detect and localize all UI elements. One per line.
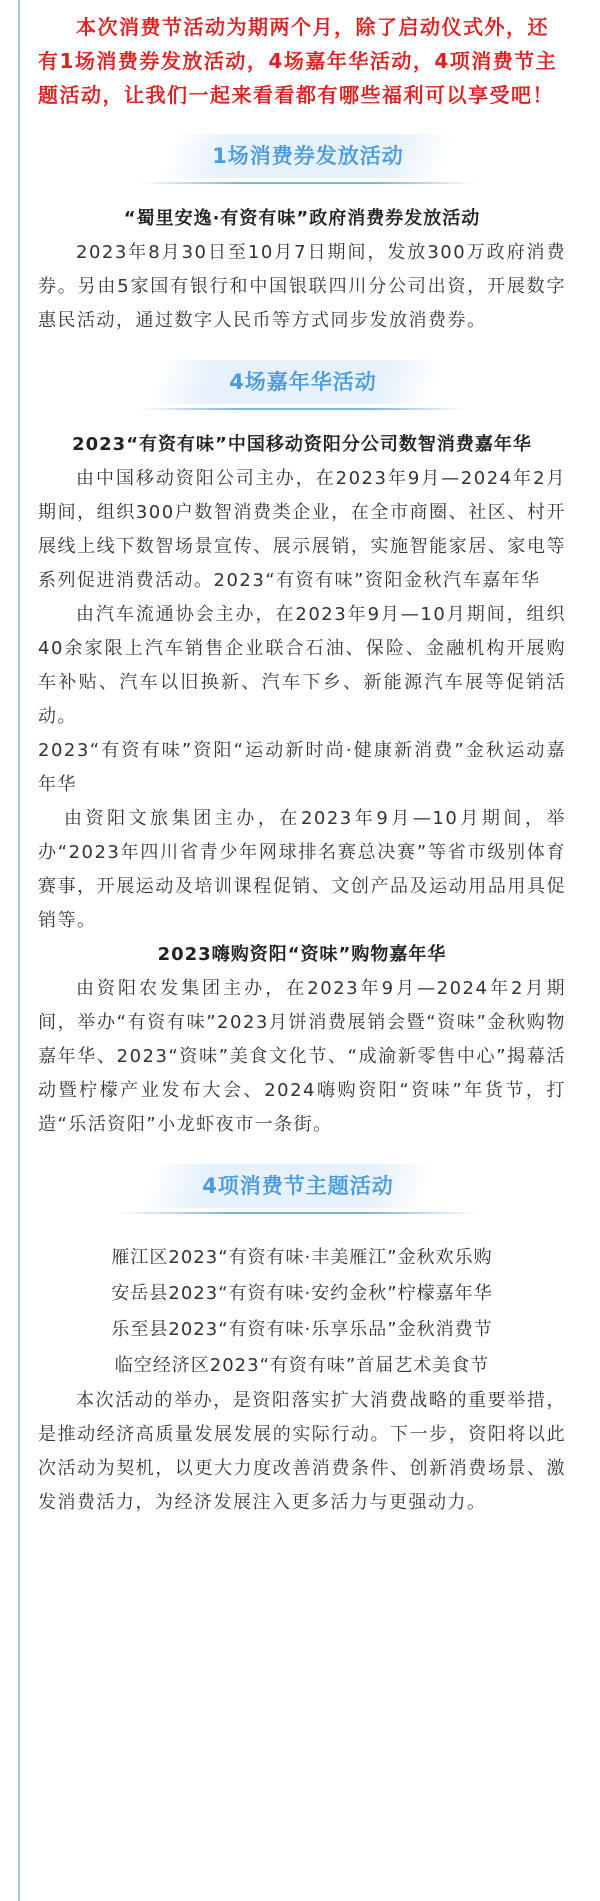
activity-title: “蜀里安逸·有资有味”政府消费券发放活动 bbox=[123, 208, 481, 229]
theme-activity-item: 乐至县2023“有资有味·乐享乐品”金秋消费节 bbox=[111, 1319, 493, 1340]
activity-description: 由资阳文旅集团主办，在2023年9月—10月期间，举办“2023年四川省青少年网球排名赛总决赛”等省市级别体育赛事，开展运动及培训课程促销、文创产品及运动用品用具促销等。 bbox=[38, 808, 566, 931]
section-heading-text: 1场消费券发放活动 bbox=[212, 144, 404, 168]
activity-title-plain: 2023“有资有味”资阳“运动新时尚·健康新消费”金秋运动嘉年华 bbox=[38, 740, 566, 795]
activity-title: 2023嗨购资阳“资味”购物嘉年华 bbox=[157, 944, 447, 965]
activity-description: 2023年8月30日至10月7日期间，发放300万政府消费券。另由5家国有银行和中国银联四川分公司出资，开展数字惠民活动，通过数字人民币等方式同步发放消费券。 bbox=[38, 242, 566, 331]
activity-description: 由资阳农发集团主办，在2023年9月—2024年2月期间，举办“有资有味”2023月饼消费展销会暨“资味”金秋购物嘉年华、2023“资味”美食文化节、“成渝新零售中心”揭幕活动暨柠檬产业发布大会、2024嗨购资阳“资味”年货节，打造“乐活资阳”小龙虾夜市一条街。 bbox=[38, 978, 566, 1135]
heading-underline bbox=[118, 1212, 478, 1214]
closing-paragraph: 本次活动的举办，是资阳落实扩大消费战略的重要举措，是推动经济高质量发展发展的实际行动。下一步，资阳将以此次活动为契机，以更大力度改善消费条件、创新消费场景、激发消费活力，为经济发展注入更多活力与更强动力。 bbox=[38, 1390, 566, 1513]
section-heading-theme bbox=[38, 1160, 566, 1220]
activity-title: 2023“有资有味”中国移动资阳分公司数智消费嘉年华 bbox=[72, 434, 532, 455]
heading-underline bbox=[138, 408, 468, 410]
left-accent-rule bbox=[18, 0, 20, 1901]
intro-paragraph: 本次消费节活动为期两个月，除了启动仪式外，还有1场消费券发放活动，4场嘉年华活动，4项消费节主题活动，让我们一起来看看都有哪些福利可以享受吧！ bbox=[38, 15, 558, 107]
section-heading-text: 4项消费节主题活动 bbox=[202, 1174, 394, 1198]
section-heading-carnival bbox=[38, 356, 566, 416]
theme-activity-item: 雁江区2023“有资有味·丰美雁江”金秋欢乐购 bbox=[111, 1247, 493, 1268]
section-heading-coupon bbox=[38, 130, 566, 190]
activity-description: 由汽车流通协会主办，在2023年9月—10月期间，组织40余家限上汽车销售企业联合石油、保险、金融机构开展购车补贴、汽车以旧换新、汽车下乡、新能源汽车展等促销活动。 bbox=[38, 604, 566, 727]
article-content bbox=[38, 0, 566, 1520]
activity-description: 由中国移动资阳公司主办，在2023年9月—2024年2月期间，组织300户数智消费类企业，在全市商圈、社区、村开展线上线下数智场景宣传、展示展销，实施智能家居、家电等系列促进消费活动。2023“有资有味”资阳金秋汽车嘉年华 bbox=[38, 468, 566, 591]
heading-underline bbox=[138, 182, 478, 184]
section-heading-text: 4场嘉年华活动 bbox=[229, 370, 377, 394]
theme-activity-item: 临空经济区2023“有资有味”首届艺术美食节 bbox=[114, 1355, 490, 1376]
theme-activity-item: 安岳县2023“有资有味·安约金秋”柠檬嘉年华 bbox=[111, 1283, 493, 1304]
